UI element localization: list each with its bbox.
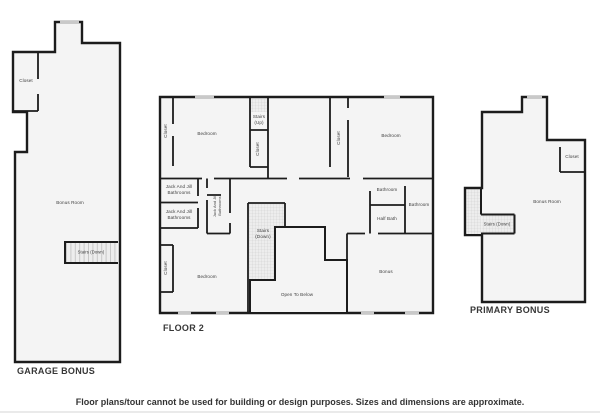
primary-window [527, 96, 542, 98]
floor2-bonus-label: Bonus [379, 269, 393, 275]
floor-2-title: FLOOR 2 [163, 323, 205, 333]
floor2-jack-jill-vertical-label: Jack And Jill Bathrooms [213, 194, 222, 218]
floor2-jack-jill-2-label: Jack And Jill Bathrooms [165, 209, 193, 220]
floor2-window-bottom-2 [216, 312, 229, 314]
garage-stairs-down-label: Stairs (Down) [77, 249, 105, 255]
floor2-closet-top-left-label: Closet [163, 124, 169, 138]
floor2-bedroom-top-left-label: Bedroom [197, 131, 217, 137]
floor2-closet-top-right-label: Closet [336, 131, 342, 145]
garage-window [60, 21, 79, 23]
floor2-half-bath-label: Half Bath [377, 216, 397, 222]
floor2-bedroom-bottom-left-label: Bedroom [197, 274, 217, 280]
disclaimer-text: Floor plans/tour cannot be used for building or design purposes. Sizes and dimensions are approximate. [75, 397, 525, 407]
garage-outline [13, 22, 120, 362]
floor2-window-bottom-3 [361, 312, 374, 314]
garage-bonus-plan [13, 21, 120, 362]
bottom-divider [0, 411, 600, 413]
primary-bonus-title: PRIMARY BONUS [470, 305, 550, 315]
floor2-bedroom-top-right-label: Bedroom [381, 133, 401, 139]
floor2-stairs-down-label: Stairs (Down) [255, 228, 271, 239]
floor2-closet-center-label: Closet [255, 142, 261, 156]
floor2-window-top-1 [195, 96, 214, 98]
floor2-bathroom-2-label: Bathroom [408, 202, 430, 208]
primary-stairs-strip-hatch [467, 190, 482, 235]
primary-bonus-room-label: Bonus Room [533, 199, 561, 205]
floor2-window-bottom-1 [178, 312, 191, 314]
floor2-jack-jill-1-label: Jack And Jill Bathrooms [165, 184, 193, 195]
floor2-open-to-below-label: Open To Below [280, 292, 314, 298]
floor2-bathroom-1-label: Bathroom [376, 187, 398, 193]
primary-outline [465, 97, 585, 302]
primary-closet-label: Closet [565, 154, 579, 160]
floor-2-plan [160, 96, 433, 314]
floor2-closet-bottom-left-label: Closet [163, 261, 169, 275]
floor2-stairs-up-label: Stairs (Up) [252, 114, 266, 125]
garage-bonus-room-label: Bonus Room [56, 200, 84, 206]
floor2-window-top-2 [384, 96, 400, 98]
primary-stairs-down-label: Stairs (Down) [483, 221, 511, 227]
primary-bonus-plan [465, 96, 585, 302]
garage-bonus-title: GARAGE BONUS [17, 366, 96, 376]
garage-closet-label: Closet [19, 78, 33, 84]
floor2-window-bottom-4 [405, 312, 419, 314]
floor2-stairs-up-hatch [251, 99, 267, 112]
